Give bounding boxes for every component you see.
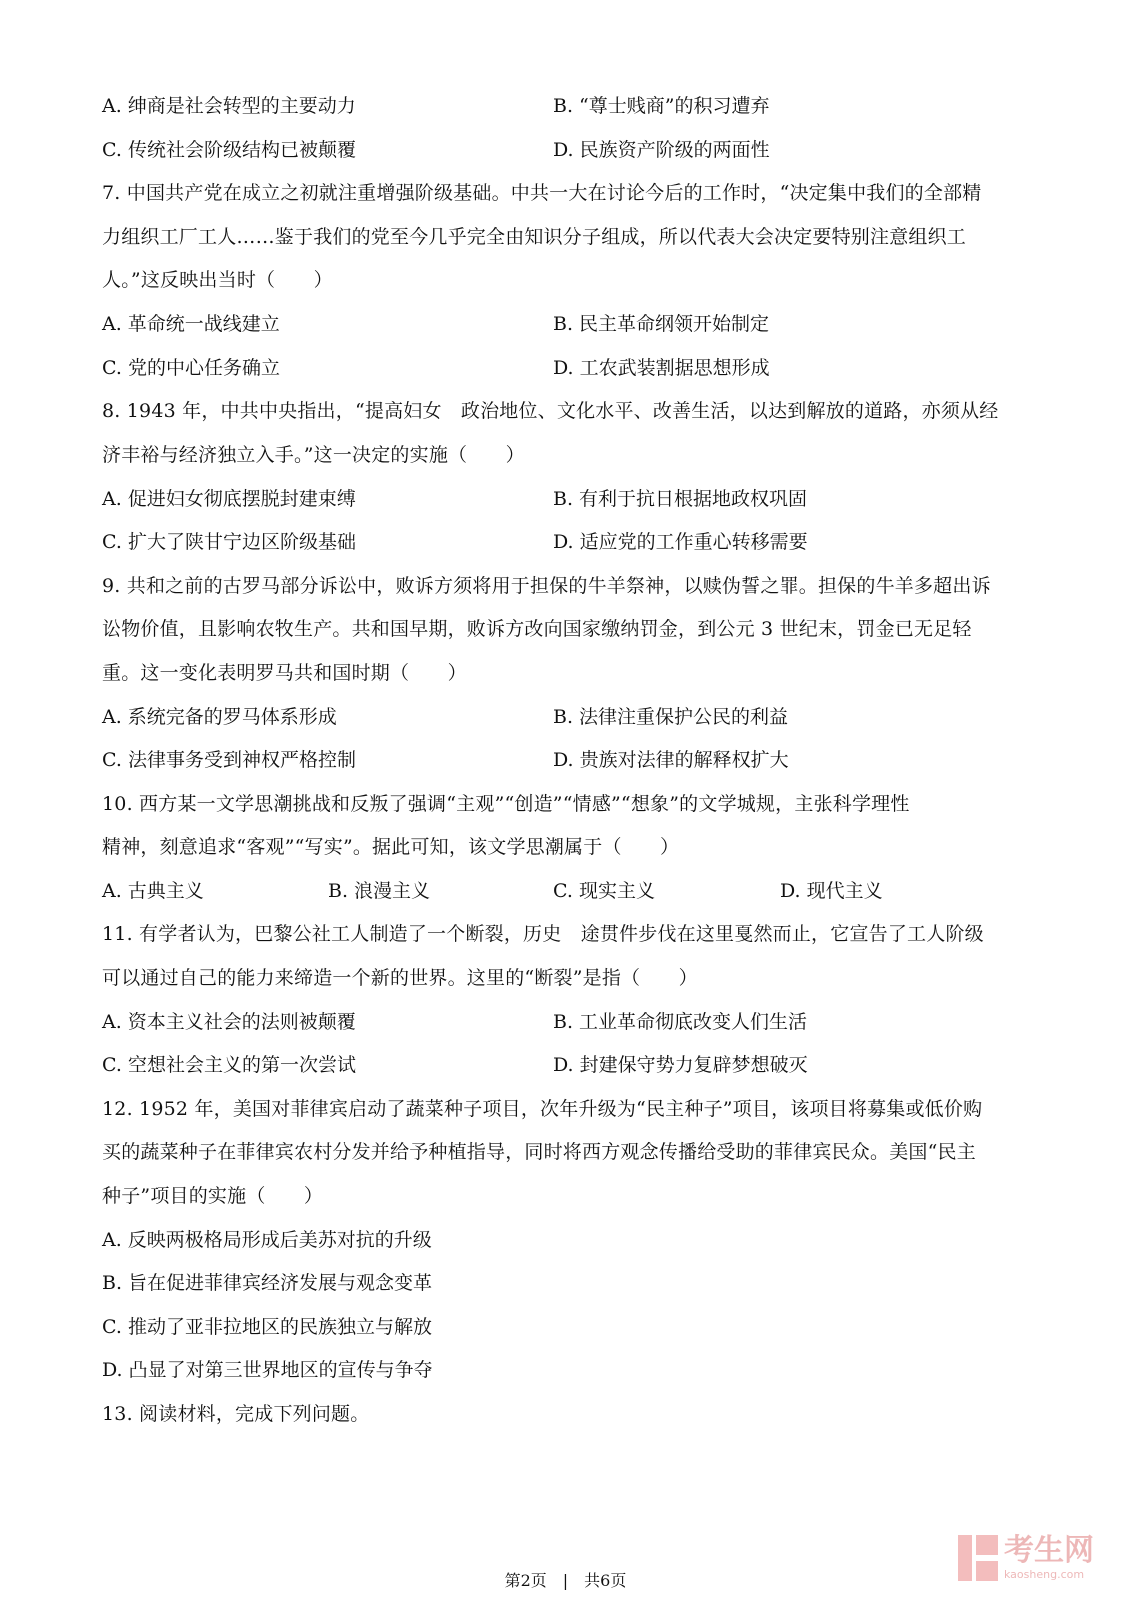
q8-stem-line-2: 济丰裕与经济独立入手。”这一决定的实施（ ） (102, 444, 525, 466)
q6-option-c: C. 传统社会阶级结构已被颠覆 (102, 139, 356, 161)
q6-option-d: D. 民族资产阶级的两面性 (553, 139, 770, 161)
q8-option-d: D. 适应党的工作重心转移需要 (553, 531, 808, 553)
q7-stem-line-1: 7. 中国共产党在成立之初就注重增强阶级基础。中共一大在讨论今后的工作时，“决定集中我们的全部精 (102, 182, 982, 204)
q10-option-c: C. 现实主义 (553, 880, 655, 902)
q11-stem-line-1: 11. 有学者认为，巴黎公社工人制造了一个断裂，历史 途贯件步伐在这里戛然而止，它宣告了工人阶级 (102, 923, 984, 945)
q11-stem-line-2: 可以通过自己的能力来缔造一个新的世界。这里的“断裂”是指（ ） (102, 967, 698, 989)
q8-stem-line-1: 8. 1943 年，中共中央指出，“提高妇女 政治地位、文化水平、改善生活，以达到解放的道路，亦须从经 (102, 400, 999, 422)
q6-option-a: A. 绅商是社会转型的主要动力 (102, 95, 356, 117)
q10-stem-line-2: 精神，刻意追求“客观”“写实”。据此可知，该文学思潮属于（ ） (102, 836, 680, 858)
q12-option-d: D. 凸显了对第三世界地区的宣传与争夺 (102, 1359, 433, 1381)
page-footer: 第2页 | 共6页 (504, 1571, 627, 1590)
q9-option-d: D. 贵族对法律的解释权扩大 (553, 749, 789, 771)
q12-stem-line-2: 买的蔬菜种子在菲律宾农村分发并给予种植指导，同时将西方观念传播给受助的菲律宾民众。美国“民主 (102, 1141, 976, 1163)
q10-stem-line-1: 10. 西方某一文学思潮挑战和反叛了强调“主观”“创造”“情感”“想象”的文学城规，主张科学理性 (102, 793, 910, 815)
q9-option-c: C. 法律事务受到神权严格控制 (102, 749, 356, 771)
q7-stem-line-3: 人。”这反映出当时（ ） (102, 269, 333, 291)
q9-stem-line-2: 讼物价值，且影响农牧生产。共和国早期，败诉方改向国家缴纳罚金，到公元 3 世纪末，罚金已无足轻 (102, 618, 972, 640)
q12-option-c: C. 推动了亚非拉地区的民族独立与解放 (102, 1316, 432, 1338)
q10-option-a: A. 古典主义 (102, 880, 204, 902)
q10-option-b: B. 浪漫主义 (328, 880, 431, 902)
q11-option-b: B. 工业革命彻底改变人们生活 (553, 1011, 808, 1033)
q11-option-d: D. 封建保守势力复辟梦想破灭 (553, 1054, 808, 1076)
q7-option-a: A. 革命统一战线建立 (102, 313, 280, 335)
q8-option-a: A. 促进妇女彻底摆脱封建束缚 (102, 488, 356, 510)
watermark-cn: 考生网 (1004, 1533, 1094, 1568)
q7-stem-line-2: 力组织工厂工人……鉴于我们的党至今几乎完全由知识分子组成，所以代表大会决定要特别注意组织工 (102, 226, 967, 248)
q11-option-a: A. 资本主义社会的法则被颠覆 (102, 1011, 356, 1033)
q9-option-b: B. 法律注重保护公民的利益 (553, 706, 789, 728)
q6-option-b: B. “尊士贱商”的积习遭弃 (553, 95, 770, 117)
q13-stem: 13. 阅读材料，完成下列问题。 (102, 1403, 370, 1425)
q8-option-c: C. 扩大了陕甘宁边区阶级基础 (102, 531, 356, 553)
q12-stem-line-1: 12. 1952 年，美国对菲律宾启动了蔬菜种子项目，次年升级为“民主种子”项目，该项目将募集或低价购 (102, 1098, 983, 1120)
q7-option-c: C. 党的中心任务确立 (102, 357, 280, 379)
q8-option-b: B. 有利于抗日根据地政权巩固 (553, 488, 808, 510)
q7-option-d: D. 工农武装割据思想形成 (553, 357, 770, 379)
q9-option-a: A. 系统完备的罗马体系形成 (102, 706, 337, 728)
q7-option-b: B. 民主革命纲领开始制定 (553, 313, 770, 335)
watermark-en: kaosheng.com (1004, 1568, 1085, 1581)
q12-stem-line-3: 种子”项目的实施（ ） (102, 1185, 324, 1207)
q9-stem-line-3: 重。这一变化表明罗马共和国时期（ ） (102, 662, 467, 684)
q10-option-d: D. 现代主义 (780, 880, 883, 902)
q11-option-c: C. 空想社会主义的第一次尝试 (102, 1054, 356, 1076)
q12-option-b: B. 旨在促进菲律宾经济发展与观念变革 (102, 1272, 433, 1294)
q9-stem-line-1: 9. 共和之前的古罗马部分诉讼中，败诉方须将用于担保的牛羊祭神，以赎伪誓之罪。担保的牛羊多超出诉 (102, 575, 991, 597)
q12-option-a: A. 反映两极格局形成后美苏对抗的升级 (102, 1229, 432, 1251)
